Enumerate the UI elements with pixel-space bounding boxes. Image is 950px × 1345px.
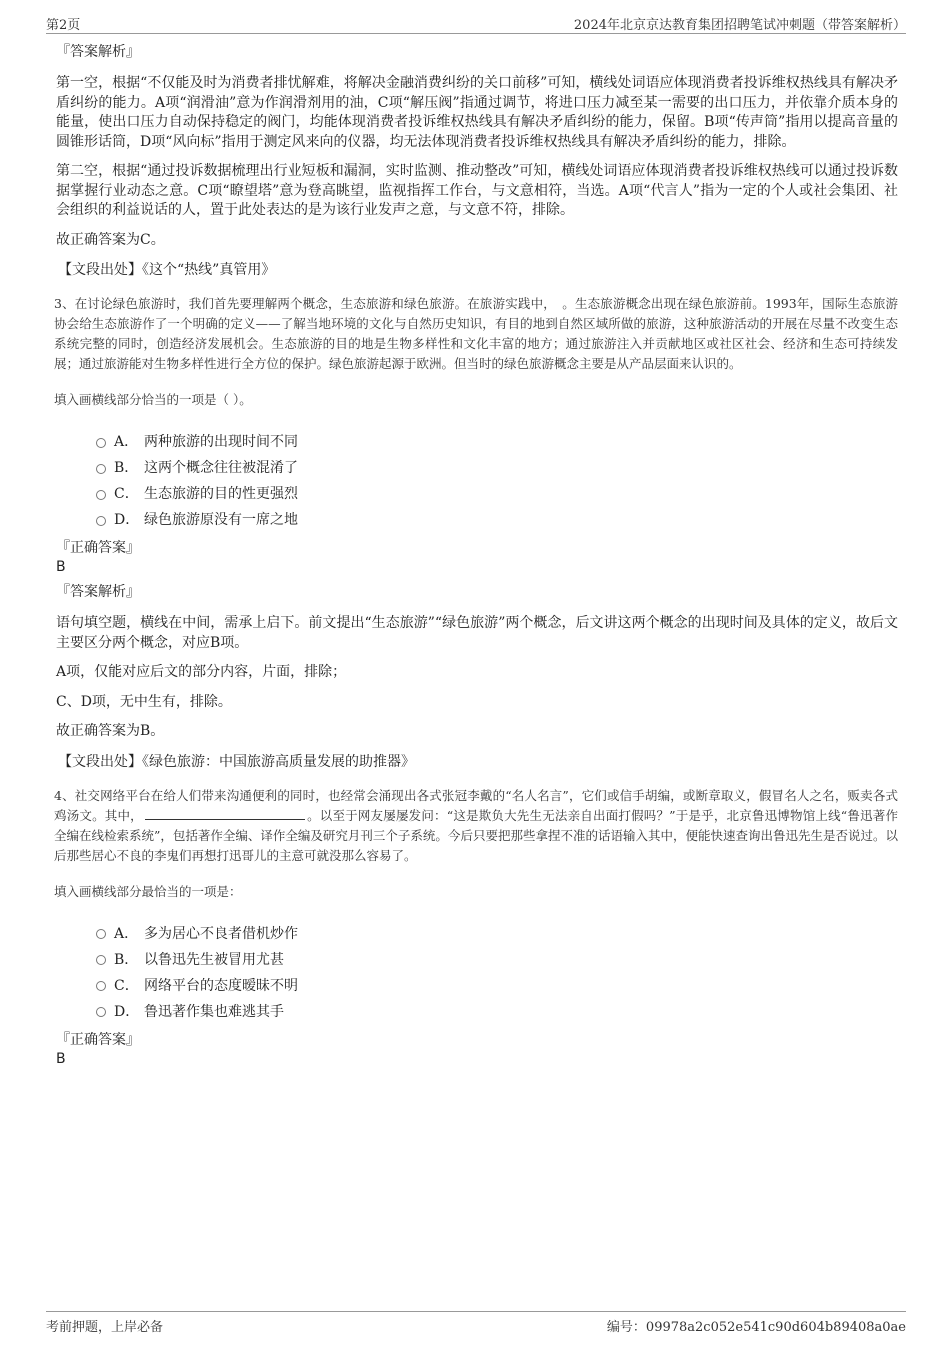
- option-text: 生态旅游的目的性更强烈: [144, 486, 298, 502]
- option-letter: C．: [114, 486, 139, 502]
- document-id: 编号：09978a2c052e541c90d604b89408a0ae: [606, 1320, 906, 1335]
- option-letter: C．: [114, 977, 139, 994]
- radio-button[interactable]: [96, 981, 106, 991]
- question-4-text: [54, 786, 898, 866]
- radio-button[interactable]: [96, 490, 106, 500]
- source-citation: 【文段出处】《绿色旅游：中国旅游高质量发展的助推器》: [58, 753, 415, 770]
- footer-slogan: 考前押题，上岸必备: [46, 1320, 164, 1335]
- option-letter: B．: [114, 951, 139, 968]
- question-3-prompt: 填入画横线部分恰当的一项是（ ）。: [54, 392, 252, 407]
- document-title: 2024年北京京达教育集团招聘笔试冲刺题（带答案解析）: [573, 18, 906, 33]
- analysis-paragraph: 第二空，根据“通过投诉数据梳理出行业短板和漏洞，实时监测、推动整改”可知，横线处词语应体现消费者投诉维权热线可以通过投诉数据掌握行业动态之意。C项“瞭望塔”意为登高眺望，监视指挥工作台，与文意相符，当选。A项“代言人”指为一定的个人或社会集团、社会组织的利益说话的人，置于此处表达的是为该行业发声之意，与文意不符，排除。: [56, 163, 898, 218]
- option-text: 多为居心不良者借机炒作: [144, 925, 298, 942]
- option-letter: D．: [114, 512, 140, 528]
- answer-label: 『正确答案』: [56, 1031, 140, 1048]
- option-text: 以鲁迅先生被冒用尤甚: [144, 951, 284, 968]
- analysis-label: 『答案解析』: [56, 584, 140, 600]
- analysis-conclusion: 故正确答案为C。: [56, 231, 165, 248]
- question-3-options: [96, 428, 898, 532]
- question-4-prompt: 填入画横线部分最恰当的一项是：: [54, 883, 242, 899]
- option-b[interactable]: [96, 946, 898, 972]
- main-content: [56, 42, 898, 1074]
- source-citation: 【文段出处】《这个“热线”真管用》: [58, 262, 276, 278]
- analysis-paragraph: A项，仅能对应后文的部分内容，片面，排除；: [56, 664, 347, 680]
- option-c[interactable]: [96, 972, 898, 998]
- analysis-paragraph: C、D项，无中生有，排除。: [56, 693, 232, 710]
- option-text: 鲁迅著作集也难逃其手: [144, 1003, 284, 1020]
- question-4-options: [96, 920, 898, 1024]
- option-a[interactable]: [96, 920, 898, 946]
- page-footer: [46, 1311, 906, 1335]
- option-text: 这两个概念往往被混淆了: [144, 460, 298, 476]
- option-letter: D．: [114, 1003, 140, 1020]
- page-header: [46, 12, 906, 34]
- analysis-label: 『答案解析』: [56, 44, 140, 60]
- radio-button[interactable]: [96, 955, 106, 965]
- question-3-text: 3、在讨论绿色旅游时，我们首先要理解两个概念，生态旅游和绿色旅游。在旅游实践中， 。生态旅游概念出现在绿色旅游前。1993年，国际生态旅游协会给生态旅游作了一个明确的定义——了解当地环境的文化与自然历史知识，有目的地到自然区域所做的旅游，这种旅游活动的开展在尽量不改变生态系统完整的同时，创造经济发展机会。生态旅游的目的地是生物多样性和文化丰富的地方；通过旅游注入并贡献地区或社区社会、经济和生态可持续发展；通过旅游能对生物多样性进行全方位的保护。绿色旅游起源于欧洲。但当时的绿色旅游概念主要是从产品层面来认识的。: [54, 296, 898, 371]
- question-4-text-part: 4、社交网络平台在给人们带来沟通便利的同时，也经常会涌现出各式张冠李戴的“名人名言”，它们或信手胡编，或断章取义，假冒名人之名，贩卖各式鸡汤文。其中，: [54, 787, 898, 823]
- correct-answer: B: [56, 1050, 66, 1067]
- radio-button[interactable]: [96, 1007, 106, 1017]
- option-text: 绿色旅游原没有一席之地: [144, 512, 298, 528]
- option-d[interactable]: [96, 998, 898, 1024]
- option-a[interactable]: [96, 428, 898, 454]
- correct-answer: B: [56, 559, 66, 575]
- option-b[interactable]: [96, 454, 898, 480]
- option-letter: B．: [114, 460, 139, 476]
- page-number: 第2页: [46, 18, 81, 33]
- option-d[interactable]: [96, 506, 898, 532]
- analysis-paragraph: 语句填空题，横线在中间，需承上启下。前文提出“生态旅游”“绿色旅游”两个概念，后文讲这两个概念的出现时间及具体的定义，故后文主要区分两个概念，对应B项。: [56, 615, 898, 651]
- radio-button[interactable]: [96, 438, 106, 448]
- analysis-conclusion: 故正确答案为B。: [56, 723, 165, 739]
- answer-label: 『正确答案』: [56, 540, 140, 556]
- option-text: 网络平台的态度暧昧不明: [144, 977, 298, 994]
- radio-button[interactable]: [96, 929, 106, 939]
- fill-blank: [145, 808, 305, 820]
- radio-button[interactable]: [96, 464, 106, 474]
- radio-button[interactable]: [96, 516, 106, 526]
- option-letter: A．: [114, 434, 139, 450]
- option-letter: A．: [114, 925, 139, 942]
- question-4-text-part: 。以至于网友屡屡发问：“这是欺负大先生无法亲自出面打假吗？”于是乎，北京鲁迅博物馆上线“鲁迅著作全编在线检索系统”，包括著作全编、译作全编及研究月刊三个子系统。今后只要把那些拿捏不准的话语输入其中，便能快速查询出鲁迅先生是否说过。以后那些居心不良的李鬼们再想打迅哥儿的主意可就没那么容易了。: [54, 807, 898, 863]
- option-text: 两种旅游的出现时间不同: [144, 434, 298, 450]
- analysis-paragraph: 第一空，根据“不仅能及时为消费者排忧解难，将解决金融消费纠纷的关口前移”可知，横线处词语应体现消费者投诉维权热线具有解决矛盾纠纷的能力。A项“润滑油”意为作润滑剂用的油，C项“解压阀”指通过调节，将进口压力减至某一需要的出口压力，并依靠介质本身的能量，使出口压力自动保持稳定的阀门，均能体现消费者投诉维权热线具有解决矛盾纠纷的能力，保留。B项“传声筒”指用以提高音量的圆锥形话筒，D项“风向标”指用于测定风来向的仪器，均无法体现消费者投诉维权热线具有解决矛盾纠纷的能力，排除。: [56, 75, 898, 150]
- option-c[interactable]: [96, 480, 898, 506]
